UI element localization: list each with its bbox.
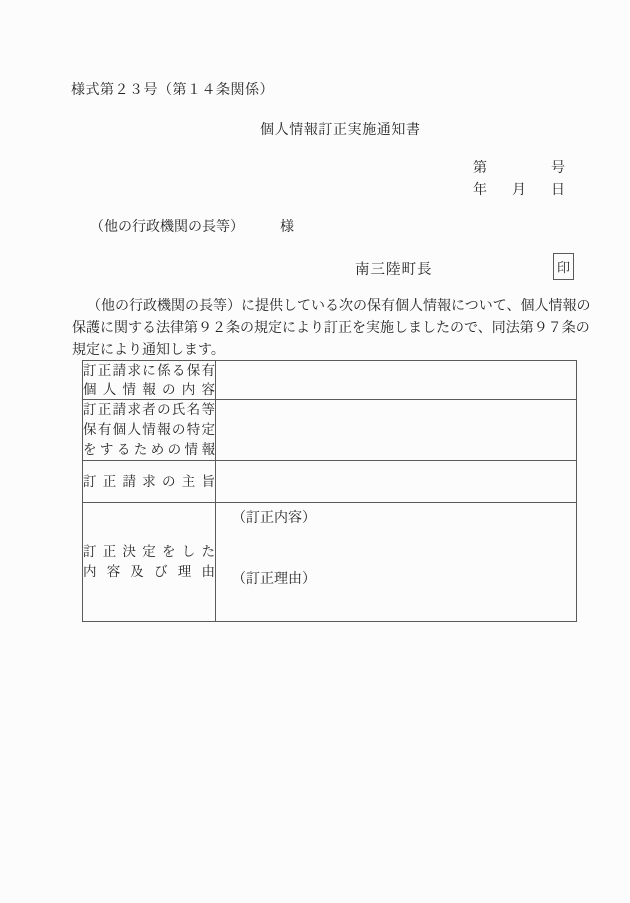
label-line: 保 有 個 人 情 報 の 特 定 xyxy=(83,422,215,437)
label-line: 個 人 情 報 の 内 容 xyxy=(83,382,215,397)
form-number: 様式第２３号（第１４条関係） xyxy=(71,83,274,98)
seal-label: 印 xyxy=(556,260,570,275)
correction-reason-heading: （訂正理由） xyxy=(232,572,316,587)
label-line: 訂 正 請 求 の 主 旨 xyxy=(83,473,215,489)
issue-date-line xyxy=(473,180,565,202)
date-month-label: 月 xyxy=(512,183,526,198)
label-cell xyxy=(83,503,216,622)
correction-content-area xyxy=(216,503,576,588)
table-row xyxy=(83,400,577,461)
label-cell xyxy=(83,461,216,503)
value-cell xyxy=(216,503,577,622)
value-cell xyxy=(216,400,577,461)
date-day-label: 日 xyxy=(551,183,565,198)
body-line: （他の行政機関の長等）に提供している次の保有個人情報について、個人情報の xyxy=(87,299,591,314)
document-number-line xyxy=(473,158,565,180)
document-number-block xyxy=(473,158,565,202)
table-row xyxy=(83,361,577,400)
addressee-honorific: 様 xyxy=(280,220,294,235)
value-cell xyxy=(216,461,577,503)
table-row xyxy=(83,461,577,503)
document-number-suffix: 号 xyxy=(551,161,565,176)
value-cell xyxy=(216,361,577,400)
seal-placeholder-box xyxy=(553,253,574,280)
table-row xyxy=(83,503,577,622)
addressee-name: （他の行政機関の長等） xyxy=(90,220,244,235)
page-title: 個人情報訂正実施通知書 xyxy=(260,123,421,138)
label-line: 訂 正 決 定 を し た xyxy=(83,544,215,559)
body-line: 保護に関する法律第９２条の規定により訂正を実施しましたので、同法第９７条の xyxy=(72,321,590,336)
document-number-prefix: 第 xyxy=(473,161,487,176)
label-line: 内 容 及 び 理 由 xyxy=(83,564,215,579)
notice-table xyxy=(82,360,577,622)
body-paragraph xyxy=(72,296,591,362)
label-line: 訂 正 請 求 に 係 る 保 有 xyxy=(83,363,215,378)
date-year-label: 年 xyxy=(473,183,487,198)
body-line: 規定により通知します。 xyxy=(72,343,225,358)
label-line: 訂 正 請 求 者 の 氏 名 等 xyxy=(83,402,215,417)
sender-title: 南三陸町長 xyxy=(355,262,433,278)
correction-content-heading: （訂正内容） xyxy=(232,511,316,526)
label-cell xyxy=(83,361,216,400)
addressee-line xyxy=(90,216,294,236)
label-cell xyxy=(83,400,216,461)
label-line: を す る た め の 情 報 xyxy=(83,442,215,457)
